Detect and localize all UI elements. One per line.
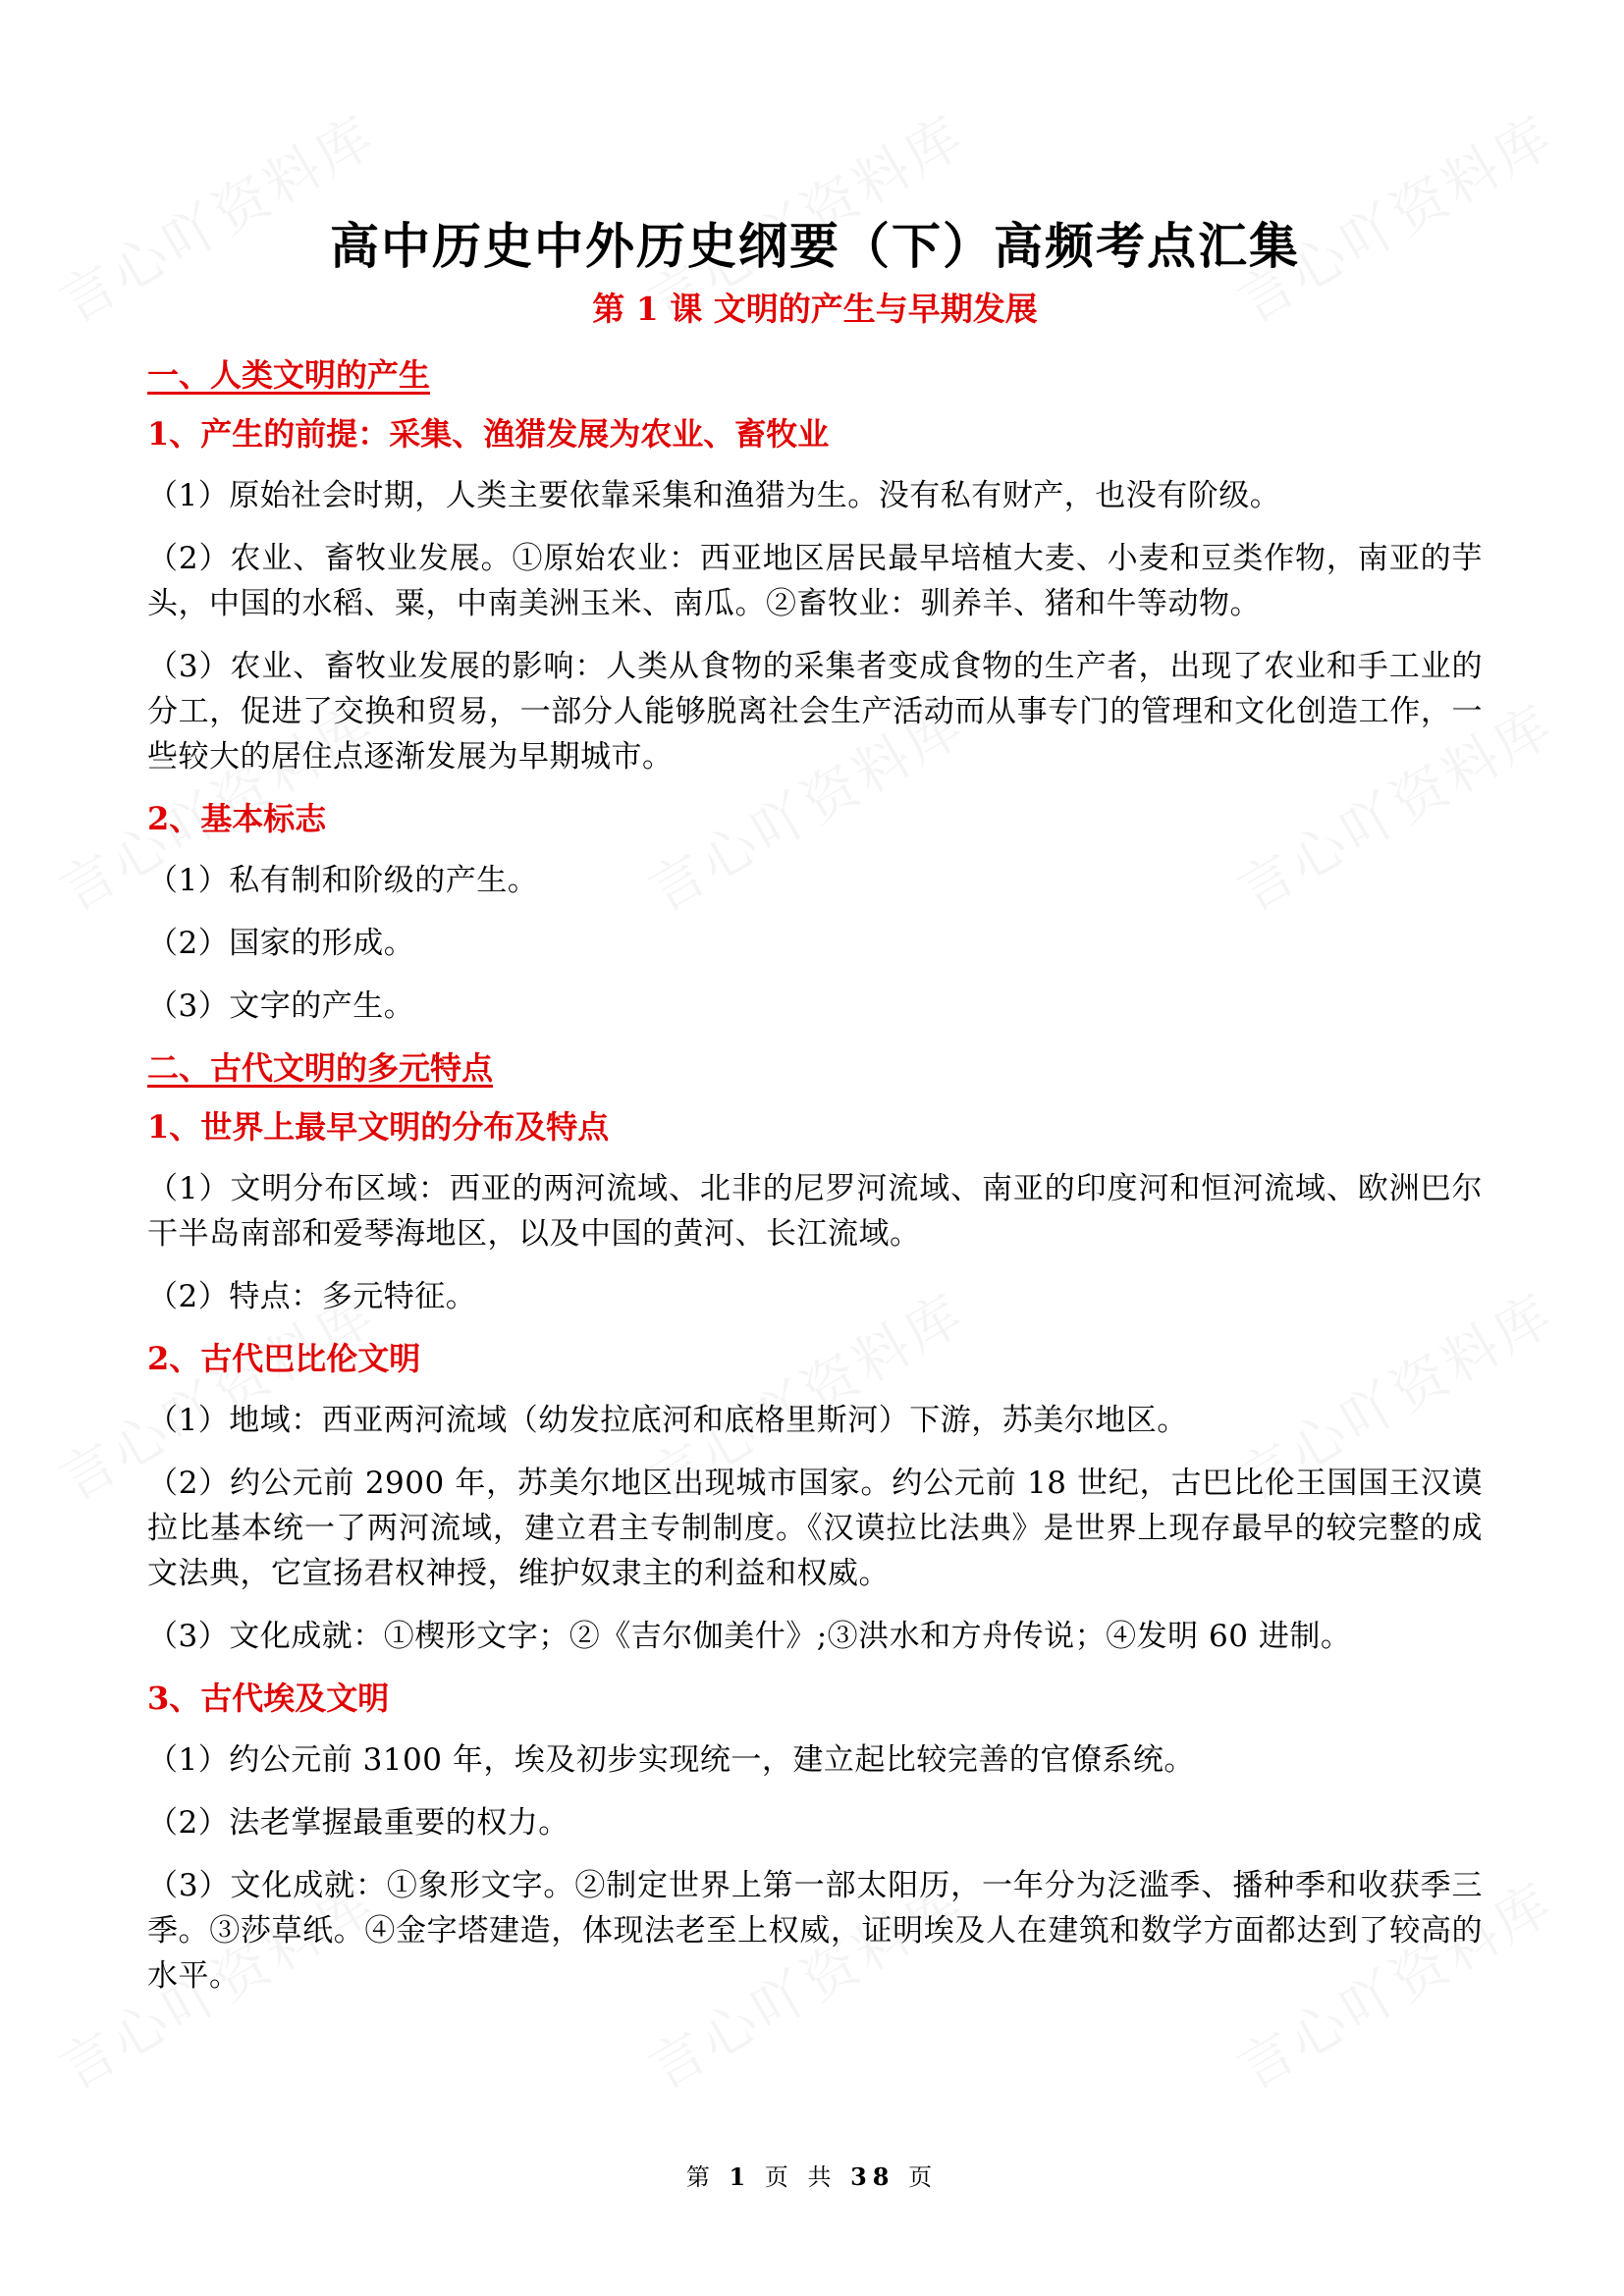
paragraph: （2）法老掌握最重要的权力。	[147, 1805, 569, 1841]
paragraph: （1）地域：西亚两河流域（幼发拉底河和底格里斯河）下游，苏美尔地区。	[147, 1403, 1188, 1438]
paragraph: （1）原始社会时期，人类主要依靠采集和渔猎为生。没有私有财产，也没有阶级。	[147, 478, 1281, 513]
paragraph: （2）特点：多元特征。	[147, 1279, 477, 1314]
paragraph: （2）农业、畜牧业发展。①原始农业：西亚地区居民最早培植大麦、小麦和豆类作物，南亚的芋头，中国的水稻、粟，中南美洲玉米、南瓜。②畜牧业：驯养羊、猪和牛等动物。	[147, 541, 1483, 621]
paragraph: （2）国家的形成。	[147, 926, 415, 961]
content-area	[147, 214, 1483, 2016]
paragraph: （3）农业、畜牧业发展的影响：人类从食物的采集者变成食物的生产者，出现了农业和手工业的分工，促进了交换和贸易，一部分人能够脱离社会生产活动而从事专门的管理和文化创造工作，一些较大的居住点逐渐发展为早期城市。	[147, 649, 1483, 774]
section-heading: 一、人类文明的产生	[147, 356, 431, 394]
subsection-heading: 1、世界上最早文明的分布及特点	[147, 1108, 610, 1146]
paragraph: （1）私有制和阶级的产生。	[147, 863, 539, 898]
document-title: 高中历史中外历史纲要（下）高频考点汇集	[330, 218, 1300, 275]
lesson-title: 第 1 课 文明的产生与早期发展	[592, 290, 1038, 328]
paragraph: （3）文化成就：①象形文字。②制定世界上第一部太阳历，一年分为泛滥季、播种季和收获季三季。③莎草纸。④金字塔建造，体现法老至上权威，证明埃及人在建筑和数学方面都达到了较高的水平。	[147, 1868, 1483, 1994]
section-heading: 二、古代文明的多元特点	[147, 1049, 494, 1087]
subsection-heading: 2、基本标志	[147, 800, 327, 837]
footer-prefix: 第	[685, 2163, 716, 2191]
paragraph: （1）文明分布区域：西亚的两河流域、北非的尼罗河流域、南亚的印度河和恒河流域、欧洲巴尔干半岛南部和爱琴海地区，以及中国的黄河、长江流域。	[147, 1171, 1483, 1252]
page-footer	[0, 2158, 1624, 2192]
paragraph: （3）文化成就：①楔形文字；②《吉尔伽美什》;③洪水和方舟传说；④发明 60 进制。	[147, 1619, 1352, 1654]
footer-suffix: 页	[908, 2163, 939, 2191]
footer-middle: 页 共	[764, 2163, 838, 2191]
subsection-heading: 1、产生的前提：采集、渔猎发展为农业、畜牧业	[147, 415, 830, 453]
paragraph: （2）约公元前 2900 年，苏美尔地区出现城市国家。约公元前 18 世纪，古巴比伦王国国王汉谟拉比基本统一了两河流域，建立君主专制制度。《汉谟拉比法典》是世界上现存最早的较完整的成文法典，它宣扬君权神授，维护奴隶主的利益和权威。	[147, 1466, 1483, 1591]
current-page-number: 1	[729, 2163, 752, 2191]
paragraph: （1）约公元前 3100 年，埃及初步实现统一，建立起比较完善的官僚系统。	[147, 1742, 1195, 1778]
total-pages-number: 38	[850, 2163, 895, 2191]
subsection-heading: 3、古代埃及文明	[147, 1680, 390, 1717]
paragraph: （3）文字的产生。	[147, 988, 415, 1024]
subsection-heading: 2、古代巴比伦文明	[147, 1340, 421, 1377]
